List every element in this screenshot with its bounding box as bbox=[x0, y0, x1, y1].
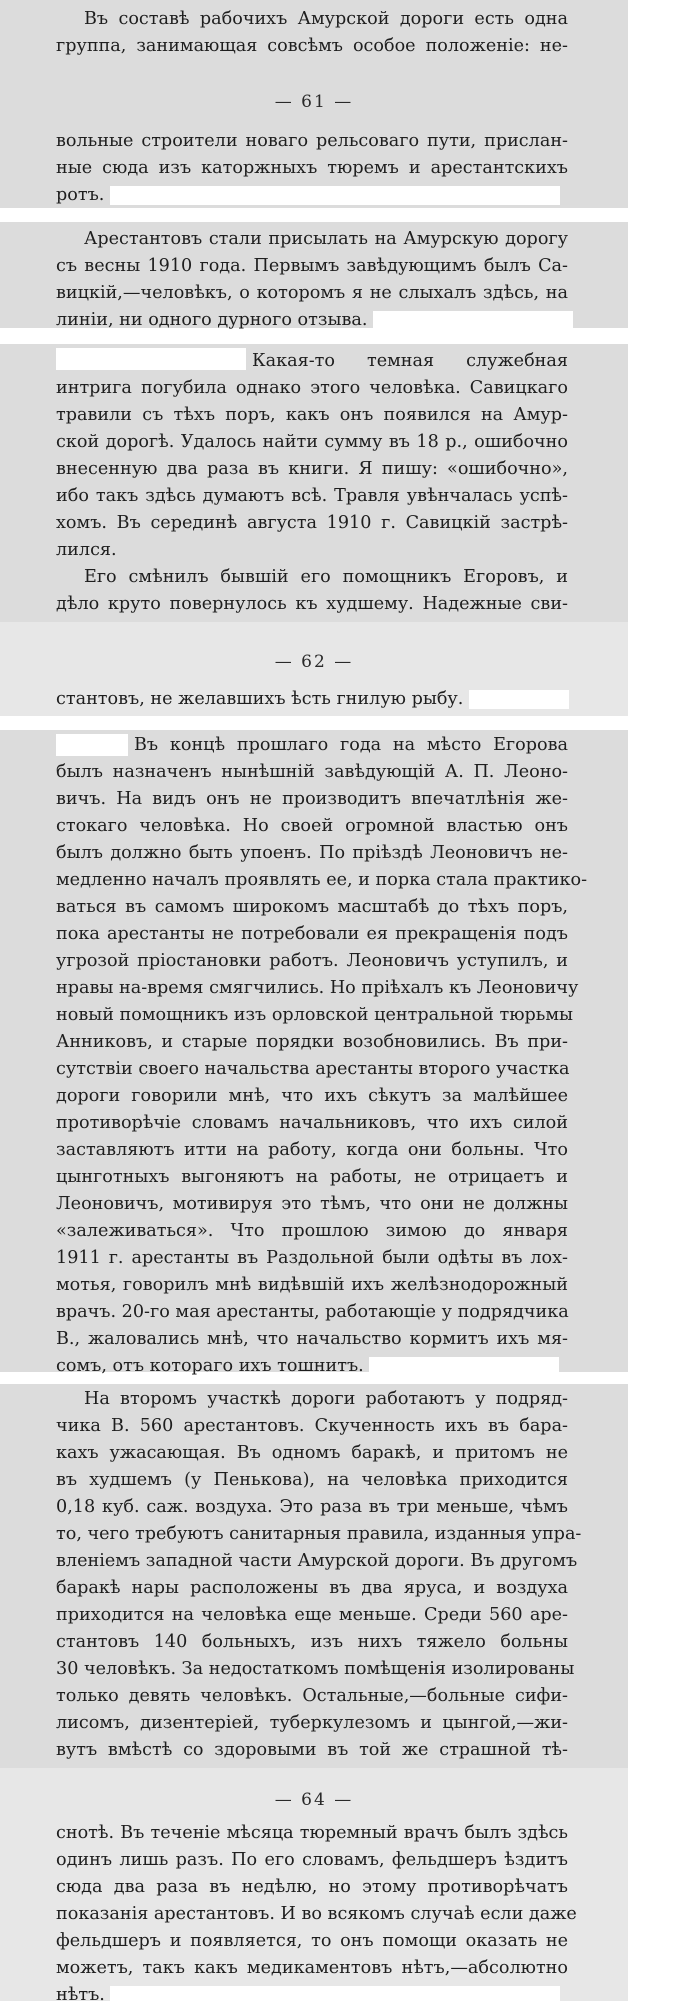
page-number: — 64 — bbox=[274, 1790, 354, 1810]
redaction-box bbox=[56, 734, 128, 756]
text-line: въ худшемъ (у Пенькова), на человѣка приходится bbox=[56, 1470, 568, 1490]
text-line: вленіемъ западной части Амурской дороги. Въ другомъ bbox=[56, 1551, 578, 1571]
text-line: В., жаловались мнѣ, что начальство кормитъ ихъ мя- bbox=[56, 1329, 568, 1349]
text-line: былъ должно быть упоенъ. По пріѣздѣ Леоновичъ не- bbox=[56, 843, 568, 863]
text-block bbox=[56, 6, 568, 60]
text-line: мотья, говорилъ мнѣ видѣвшій ихъ желѣзнодорожный bbox=[56, 1275, 568, 1295]
text-line: вичъ. На видъ онъ не производитъ впечатлѣнія же- bbox=[56, 789, 568, 809]
text-line: ваться въ самомъ широкомъ масштабѣ до тѣхъ поръ, bbox=[56, 897, 568, 917]
text-line: сомъ, отъ котораго ихъ тошнитъ. bbox=[56, 1353, 568, 1380]
text-line: былъ назначенъ нынѣшній завѣдующій А. П. Леоно- bbox=[56, 762, 568, 782]
text-line: ные сюда изъ каторжныхъ тюремъ и арестантскихъ bbox=[56, 158, 568, 178]
text-block bbox=[56, 128, 568, 209]
text-line: приходится на человѣка еще меньше. Среди 560 аре- bbox=[56, 1605, 568, 1625]
text-block bbox=[56, 226, 568, 334]
text-line: снотѣ. Въ теченіе мѣсяца тюремный врачъ былъ здѣсь bbox=[56, 1823, 568, 1843]
text-line: травили съ тѣхъ поръ, какъ онъ появился на Амур- bbox=[56, 405, 568, 425]
text-line: лисомъ, дизентеріей, туберкулезомъ и цынгой,—жи- bbox=[56, 1713, 568, 1733]
redaction-box bbox=[110, 1986, 560, 2005]
text-line: сутствіи своего начальства арестанты второго участка bbox=[56, 1059, 570, 1079]
text-line: только девять человѣкъ. Остальные,—больные сифи- bbox=[56, 1686, 568, 1706]
text-line: Въ концѣ прошлаго года на мѣсто Егорова bbox=[134, 735, 568, 755]
text-line: показанія арестантовъ. И во всякомъ случаѣ если даже bbox=[56, 1904, 577, 1924]
text-line: медленно началъ проявлять ее, и порка стала практико- bbox=[56, 870, 588, 890]
text-block bbox=[56, 1820, 577, 2009]
text-line: фельдшеръ и появляется, то онъ помощи оказать не bbox=[56, 1931, 568, 1951]
page-number: — 62 — bbox=[274, 652, 354, 672]
scan-strip-4 bbox=[0, 344, 628, 622]
text-line: стокаго человѣка. Но своей огромной властью онъ bbox=[56, 816, 568, 836]
text-line: съ весны 1910 года. Первымъ завѣдующимъ былъ Са- bbox=[56, 256, 568, 276]
text-line: баракѣ нары расположены въ два яруса, и воздуха bbox=[56, 1578, 568, 1598]
text-line: Его смѣнилъ бывшій его помощникъ Егоровъ, и bbox=[84, 567, 568, 587]
scan-strip-3 bbox=[0, 222, 628, 328]
scan-strip-6 bbox=[0, 730, 628, 1376]
text-line: дороги говорили мнѣ, что ихъ сѣкутъ за малѣйшее bbox=[56, 1086, 568, 1106]
text-line: угрозой пріостановки работъ. Леоновичъ уступилъ, и bbox=[56, 951, 568, 971]
scan-strip-7 bbox=[0, 1384, 628, 1768]
redaction-box bbox=[56, 348, 246, 370]
text-line: вольные строители новаго рельсоваго пути, прислан- bbox=[56, 131, 568, 151]
text-line: Арестантовъ стали присылать на Амурскую дорогу bbox=[84, 229, 568, 249]
redaction-box bbox=[369, 1357, 559, 1376]
text-line: пока арестанты не потребовали ея прекращенія подъ bbox=[56, 924, 568, 944]
text-line: Леоновичъ, мотивируя это тѣмъ, что они не должны bbox=[56, 1194, 568, 1214]
text-block bbox=[56, 348, 568, 645]
text-line: линіи, ни одного дурного отзыва. bbox=[56, 307, 568, 334]
text-line: Въ составѣ рабочихъ Амурской дороги есть одна bbox=[84, 9, 568, 29]
text-line: кахъ ужасающая. Въ одномъ баракѣ, и притомъ не bbox=[56, 1443, 568, 1463]
text-line: хомъ. Въ серединѣ августа 1910 г. Савицкій застрѣ- bbox=[56, 513, 568, 533]
text-line: 30 человѣкъ. За недостаткомъ помѣщенія изолированы bbox=[56, 1659, 575, 1679]
text-line: дѣло круто повернулось къ худшему. Надежные сви- bbox=[56, 594, 568, 614]
text-line: группа, занимающая совсѣмъ особое положеніе: не- bbox=[56, 36, 568, 56]
text-line: Анниковъ, и старые порядки возобновились. Въ при- bbox=[56, 1032, 568, 1052]
page-number: — 61 — bbox=[274, 92, 354, 112]
text-line: ибо такъ здѣсь думаютъ всѣ. Травля увѣнчалась успѣ- bbox=[56, 486, 568, 506]
text-block bbox=[56, 1386, 582, 1764]
text-line: сюда два раза въ недѣлю, но этому противорѣчатъ bbox=[56, 1877, 568, 1897]
text-line: нѣтъ. bbox=[56, 1982, 568, 2009]
text-line: нравы на-время смягчились. Но пріѣхалъ къ Леоновичу bbox=[56, 978, 579, 998]
scan-strip-5 bbox=[0, 622, 628, 716]
text-line: новый помощникъ изъ орловской центральной тюрьмы bbox=[56, 1005, 574, 1025]
redaction-box bbox=[373, 311, 573, 330]
redaction-box bbox=[110, 186, 560, 205]
text-line: «залеживаться». Что прошлою зимою до января bbox=[56, 1221, 568, 1241]
text-line: стантовъ 140 больныхъ, изъ нихъ тяжело больны bbox=[56, 1632, 568, 1652]
text-block bbox=[56, 732, 588, 1380]
scan-strip-1 bbox=[0, 0, 628, 62]
text-line: внесенную два раза въ книги. Я пишу: «ошибочно», bbox=[56, 459, 568, 479]
text-line: 0,18 куб. саж. воздуха. Это раза въ три меньше, чѣмъ bbox=[56, 1497, 568, 1517]
text-line: На второмъ участкѣ дороги работаютъ у подряд- bbox=[84, 1389, 568, 1409]
text-line: интрига погубила однако этого человѣка. Савицкаго bbox=[56, 378, 568, 398]
text-line: вутъ вмѣстѣ со здоровыми въ той же страшной тѣ- bbox=[56, 1740, 568, 1760]
text-line: чика В. 560 арестантовъ. Скученность ихъ въ бара- bbox=[56, 1416, 568, 1436]
scan-strip-2 bbox=[0, 62, 628, 208]
text-line: заставляютъ итти на работу, когда они больны. Что bbox=[56, 1140, 568, 1160]
text-line: одинъ лишь разъ. По его словамъ, фельдшеръ ѣздитъ bbox=[56, 1850, 568, 1870]
scan-strip-8 bbox=[0, 1768, 628, 2005]
text-line: то, чего требуютъ санитарныя правила, изданныя упра- bbox=[56, 1524, 582, 1544]
text-line: ротъ. bbox=[56, 182, 568, 209]
text-line: вицкій,—человѣкъ, о которомъ я не слыхалъ здѣсь, на bbox=[56, 283, 568, 303]
text-line: противорѣчіе словамъ начальниковъ, что ихъ силой bbox=[56, 1113, 568, 1133]
text-line: 1911 г. арестанты въ Раздольной были одѣты въ лох- bbox=[56, 1248, 568, 1268]
text-line: можетъ, такъ какъ медикаментовъ нѣтъ,—абсолютно bbox=[56, 1958, 568, 1978]
text-block bbox=[56, 686, 568, 713]
text-line: врачъ. 20-го мая арестанты, работающіе у подрядчика bbox=[56, 1302, 569, 1322]
text-line: Какая-то темная служебная bbox=[252, 351, 568, 371]
text-line: цынготныхъ выгоняютъ на работы, не отрицаетъ и bbox=[56, 1167, 568, 1187]
text-line: стантовъ, не желавшихъ ѣсть гнилую рыбу. bbox=[56, 686, 568, 713]
text-line: лился. bbox=[56, 540, 117, 560]
redaction-box bbox=[469, 690, 569, 709]
text-line: ской дорогѣ. Удалось найти сумму въ 18 р., ошибочно bbox=[56, 432, 568, 452]
